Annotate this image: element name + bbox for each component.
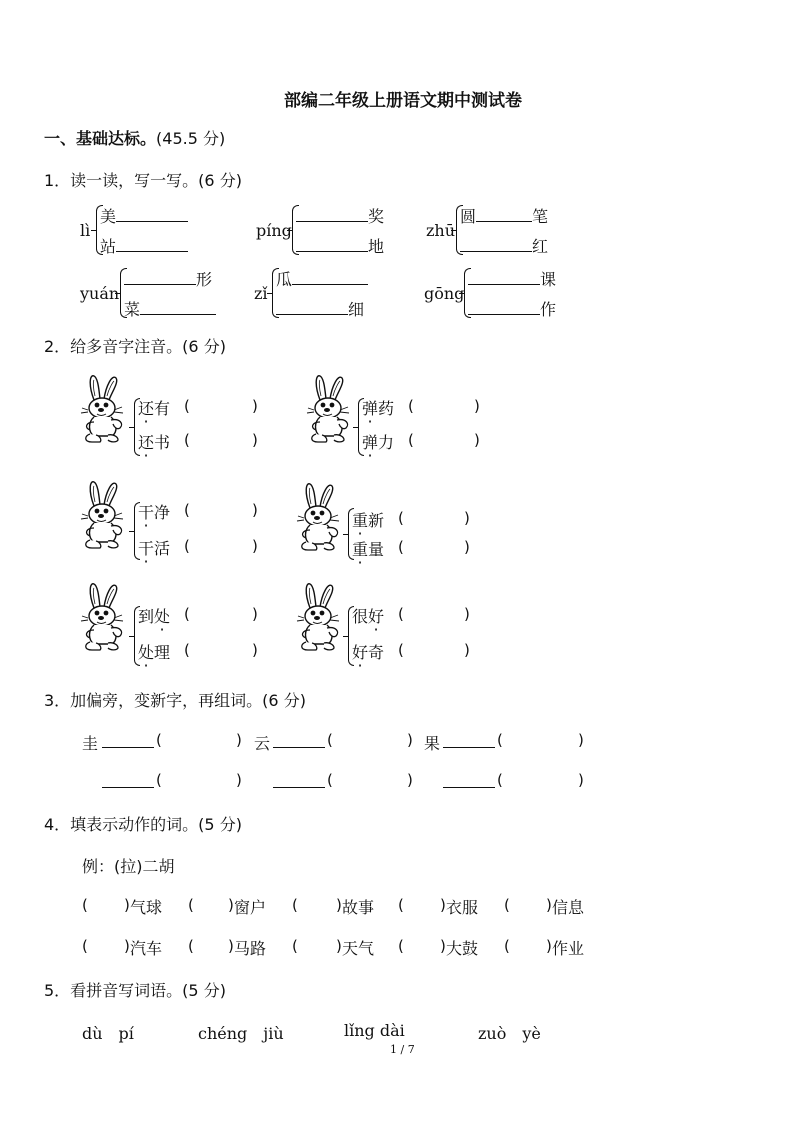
q4-example: 例：(拉)二胡: [82, 857, 175, 876]
paren-open: (: [184, 431, 190, 449]
paren-close: ): [474, 397, 480, 415]
paren-open: (: [82, 896, 88, 914]
word-post: 书: [154, 433, 171, 452]
answer-blank[interactable]: [296, 237, 368, 252]
answer-blank[interactable]: [476, 207, 532, 222]
page-number: 1 / 7: [390, 1043, 415, 1056]
answer-blank[interactable]: [140, 300, 216, 315]
paren-open: (: [497, 731, 503, 749]
dotted-char: 好: [368, 607, 385, 626]
paren-open: (: [184, 537, 190, 555]
q1-g3-top: [460, 204, 548, 227]
pinyin-gong: gōng: [424, 284, 465, 303]
q2-p2-word-b: [362, 430, 394, 453]
question-4-heading: 4．填表示动作的词。(5 分): [44, 815, 242, 834]
q2-p2-word-a: [362, 396, 394, 419]
paren-open: (: [188, 896, 194, 914]
word-post: 活: [154, 539, 171, 558]
question-5-heading: 5．看拼音写词语。(5 分): [44, 981, 226, 1000]
q1-g3-bottom-char: 红: [532, 237, 549, 256]
answer-blank[interactable]: [443, 733, 495, 748]
word-post: 药: [378, 399, 395, 418]
paren-close: ): [252, 397, 258, 415]
rabbit-icon: [306, 372, 358, 444]
pinyin-ping: píng: [256, 221, 292, 240]
word-post: 奇: [368, 643, 385, 662]
page-title: 部编二年级上册语文期中测试卷: [284, 91, 522, 111]
q4-word: 信息: [552, 898, 585, 917]
paren-close: ): [252, 501, 258, 519]
q4-word: 作业: [552, 939, 585, 958]
dotted-char: 还: [138, 433, 155, 452]
q1-g3-top-right-char: 笔: [532, 207, 549, 226]
q1-g6-bottom-char: 作: [540, 300, 557, 319]
question-1-heading: 1．读一读，写一写。(6 分): [44, 171, 242, 190]
dotted-char: 干: [138, 503, 155, 522]
q4-word: 气球: [130, 898, 163, 917]
answer-blank[interactable]: [296, 207, 368, 222]
rabbit-icon: [80, 372, 132, 444]
paren-open: (: [184, 605, 190, 623]
answer-blank[interactable]: [102, 773, 154, 788]
q2-p6-word-b: [352, 640, 384, 663]
q5-pinyin: lǐng dài: [344, 1021, 405, 1040]
q1-g4-top-char: 形: [196, 270, 213, 289]
paren-close: ): [546, 937, 552, 955]
paren-close: ): [407, 731, 413, 749]
answer-blank[interactable]: [116, 237, 188, 252]
q3-char-1: 圭: [82, 734, 99, 753]
answer-blank[interactable]: [276, 300, 348, 315]
paren-close: ): [464, 538, 470, 556]
answer-blank[interactable]: [273, 773, 325, 788]
section-heading-text: 一、基础达标。: [44, 129, 157, 148]
paren-close: ): [440, 937, 446, 955]
q2-p4-word-a: [352, 508, 384, 531]
q1-g2-top-char: 奖: [368, 207, 385, 226]
q1-g5-bottom: [276, 297, 364, 320]
answer-blank[interactable]: [102, 733, 154, 748]
q2-p4-word-b: [352, 537, 384, 560]
paren-close: ): [236, 771, 242, 789]
q4-word: 故事: [342, 898, 375, 917]
paren-open: (: [82, 937, 88, 955]
dotted-char: 弹: [362, 433, 379, 452]
answer-blank[interactable]: [460, 237, 532, 252]
q3-char-2: 云: [254, 734, 271, 753]
question-3-heading: 3．加偏旁，变新字，再组词。(6 分): [44, 691, 306, 710]
paren-open: (: [398, 641, 404, 659]
dotted-char: 处: [138, 643, 155, 662]
q2-p3-word-b: [138, 536, 170, 559]
paren-close: ): [252, 641, 258, 659]
answer-blank[interactable]: [116, 207, 188, 222]
q2-p6-word-a: [352, 604, 384, 627]
paren-open: (: [408, 397, 414, 415]
paren-open: (: [184, 501, 190, 519]
paren-open: (: [188, 937, 194, 955]
question-2-heading: 2．给多音字注音。(6 分): [44, 337, 226, 356]
q1-g6-bottom: [468, 297, 556, 320]
paren-open: (: [327, 731, 333, 749]
q1-g1-bottom-char: 站: [100, 237, 117, 256]
pinyin-zhu: zhū: [426, 221, 456, 240]
q1-g4-bottom-char: 菜: [124, 300, 141, 319]
paren-close: ): [252, 431, 258, 449]
q1-g2-bottom-char: 地: [368, 237, 385, 256]
dotted-char: 还: [138, 399, 155, 418]
q1-g3-top-char: 圆: [460, 207, 477, 226]
paren-close: ): [228, 896, 234, 914]
paren-open: (: [327, 771, 333, 789]
answer-blank[interactable]: [443, 773, 495, 788]
q1-g4-bottom: [124, 297, 216, 320]
rabbit-icon: [80, 580, 132, 652]
answer-blank[interactable]: [468, 270, 540, 285]
paren-close: ): [252, 537, 258, 555]
paren-open: (: [292, 896, 298, 914]
paren-close: ): [464, 509, 470, 527]
q5-pinyin: chéng jiù: [198, 1024, 284, 1043]
word-post: 力: [378, 433, 395, 452]
q1-g5-top: [276, 267, 368, 290]
paren-close: ): [228, 937, 234, 955]
q4-word: 大鼓: [446, 939, 479, 958]
q4-word: 马路: [234, 939, 267, 958]
paren-open: (: [504, 896, 510, 914]
word-post: 新: [368, 511, 385, 530]
q1-g4-top: [124, 267, 212, 290]
rabbit-icon: [296, 580, 348, 652]
paren-open: (: [156, 731, 162, 749]
answer-blank[interactable]: [468, 300, 540, 315]
paren-open: (: [408, 431, 414, 449]
dotted-char: 弹: [362, 399, 379, 418]
q1-g5-bottom-char: 细: [348, 300, 365, 319]
paren-open: (: [292, 937, 298, 955]
dotted-char: 重: [352, 511, 369, 530]
paren-open: (: [504, 937, 510, 955]
dotted-char: 处: [154, 607, 171, 626]
paren-close: ): [124, 896, 130, 914]
paren-close: ): [407, 771, 413, 789]
paren-close: ): [546, 896, 552, 914]
dotted-char: 重: [352, 540, 369, 559]
q1-g2-top: [296, 204, 384, 227]
word-pre: 到: [138, 607, 155, 626]
paren-close: ): [440, 896, 446, 914]
q5-pinyin: zuò yè: [478, 1024, 541, 1043]
word-post: 理: [154, 643, 171, 662]
paren-open: (: [156, 771, 162, 789]
paren-close: ): [464, 641, 470, 659]
paren-close: ): [578, 731, 584, 749]
paren-open: (: [184, 641, 190, 659]
q1-g1-top: [100, 204, 188, 227]
paren-close: ): [464, 605, 470, 623]
paren-open: (: [398, 896, 404, 914]
q4-word: 衣服: [446, 898, 479, 917]
rabbit-icon: [296, 480, 348, 552]
word-post: 净: [154, 503, 171, 522]
q2-p1-word-b: [138, 430, 170, 453]
q1-g1-bottom: [100, 234, 188, 257]
section-heading: [44, 126, 225, 149]
q3-char-3: 果: [424, 734, 441, 753]
paren-close: ): [236, 731, 242, 749]
word-post: 量: [368, 540, 385, 559]
pinyin-yuan: yuán: [80, 284, 120, 303]
answer-blank[interactable]: [273, 733, 325, 748]
answer-blank[interactable]: [292, 270, 368, 285]
q5-pinyin: dù pí: [82, 1024, 134, 1043]
pinyin-zi: zǐ: [254, 284, 268, 303]
paren-open: (: [398, 937, 404, 955]
word-post: 有: [154, 399, 171, 418]
paren-close: ): [336, 896, 342, 914]
q1-g6-top: [468, 267, 556, 290]
q2-p1-word-a: [138, 396, 170, 419]
q1-g2-bottom: [296, 234, 384, 257]
section-score: (45.5 分): [156, 129, 226, 148]
paren-open: (: [398, 605, 404, 623]
paren-close: ): [578, 771, 584, 789]
dotted-char: 好: [352, 643, 369, 662]
dotted-char: 干: [138, 539, 155, 558]
rabbit-icon: [80, 478, 132, 550]
q2-p5-word-b: [138, 640, 170, 663]
q2-p3-word-a: [138, 500, 170, 523]
paren-open: (: [398, 509, 404, 527]
q1-g1-top-char: 美: [100, 207, 117, 226]
q1-g3-bottom: [460, 234, 548, 257]
pinyin-li: lì: [80, 221, 91, 240]
q4-word: 窗户: [234, 898, 267, 917]
q1-g6-top-char: 课: [540, 270, 557, 289]
paren-close: ): [124, 937, 130, 955]
word-pre: 很: [352, 607, 369, 626]
q2-p5-word-a: [138, 604, 170, 627]
paren-close: ): [336, 937, 342, 955]
paren-open: (: [497, 771, 503, 789]
q4-word: 汽车: [130, 939, 163, 958]
answer-blank[interactable]: [124, 270, 196, 285]
paren-close: ): [474, 431, 480, 449]
paren-close: ): [252, 605, 258, 623]
paren-open: (: [184, 397, 190, 415]
q1-g5-top-char: 瓜: [276, 270, 293, 289]
paren-open: (: [398, 538, 404, 556]
q4-word: 天气: [342, 939, 375, 958]
